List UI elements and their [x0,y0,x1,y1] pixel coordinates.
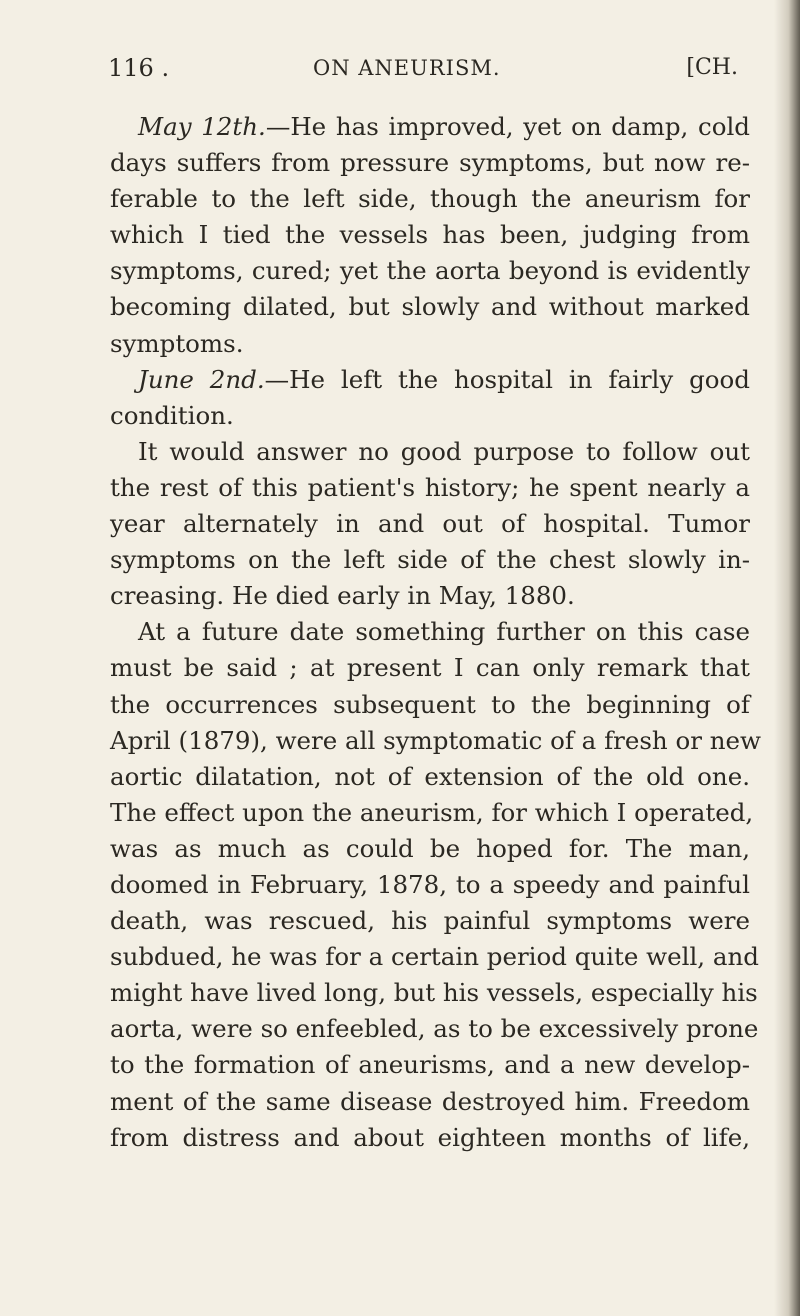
text-line: year alternately in and out of hospital. Tumor [110,509,750,539]
text-line: the rest of this patient's history; he spent nearly a [110,472,750,502]
paragraph-may-12 [110,109,750,362]
text-line: subdued, he was for a certain period quite well, and [110,942,759,972]
text-line: ment of the same disease destroyed him. Freedom [110,1086,750,1116]
text-line: symptoms. [110,328,244,358]
text-line: becoming dilated, but slowly and without marked [110,292,750,322]
paragraph-june-2 [110,362,750,434]
text-line: creasing. He died early in May, 1880. [110,581,575,611]
text-line: the occurrences subsequent to the beginning of [110,689,750,719]
text-line: aortic dilatation, not of extension of the old one. [110,761,750,791]
text-line: might have lived long, but his vessels, especially his [110,978,758,1008]
text-line: condition. [110,400,234,430]
text-line: doomed in February, 1878, to a speedy and painful [110,869,750,899]
text-line: May 12th.—He has improved, yet on damp, cold [138,112,750,141]
text-line: death, was rescued, his painful symptoms were [110,906,750,936]
dateline: June 2nd. [138,364,265,394]
dateline: May 12th. [138,112,266,141]
text-line: symptoms on the left side of the chest slowly in- [110,545,750,575]
text-line: At a future date something further on this case [138,617,750,647]
paragraph-patient-history [110,434,750,614]
text-line: must be said ; at present I can only remark that [110,653,750,683]
text-line: to the formation of aneurisms, and a new develop- [110,1050,750,1080]
page-edge-shadow [774,0,800,1316]
chapter-marker: [CH. [686,55,738,80]
running-title: ON ANEURISM. [313,56,501,80]
text-line: from distress and about eighteen months of life, [110,1122,750,1152]
body-text [110,109,761,1156]
text-line: The effect upon the aneurism, for which I operated, [110,797,754,827]
text-line: April (1879), were all symptomatic of a fresh or new [110,725,761,755]
text-line: aorta, were so enfeebled, as to be excessively prone [110,1014,759,1044]
text-line: ferable to the left side, though the aneurism for [110,184,750,214]
text-line: It would answer no good purpose to follow out [138,436,750,466]
running-head [108,50,738,86]
text-line: days suffers from pressure symptoms, but now re- [110,148,750,178]
text-line: June 2nd.—He left the hospital in fairly good [138,364,750,394]
paragraph-future-date [110,614,761,1155]
text-line: was as much as could be hoped for. The man, [110,833,750,863]
text-line: symptoms, cured; yet the aorta beyond is evidently [110,256,750,286]
text-line: which I tied the vessels has been, judging from [110,220,750,250]
page-number: 116 . [108,54,170,82]
